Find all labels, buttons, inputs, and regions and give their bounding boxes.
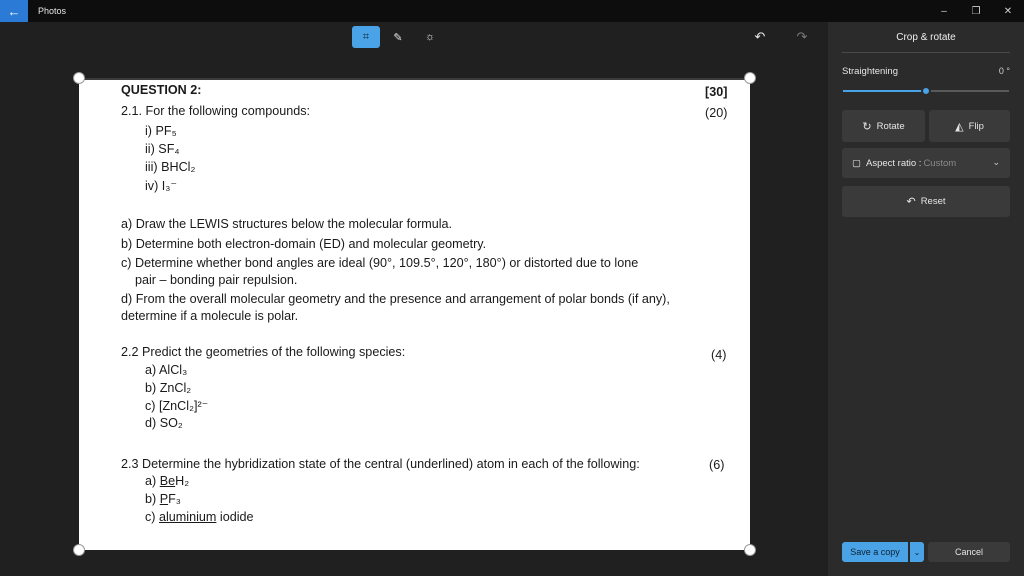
task-item: determine if a molecule is polar. [121, 309, 299, 323]
task-item: a) Draw the LEWIS structures below the molecular formula. [121, 217, 453, 231]
restore-icon: ❐ [971, 5, 981, 17]
save-options-button[interactable] [910, 542, 924, 562]
crop-handle-top-left[interactable] [73, 72, 85, 84]
species-item: c) [ZnCl₂]²⁻ [145, 399, 209, 413]
back-button[interactable] [0, 0, 28, 22]
item-suffix: H₂ [175, 474, 190, 488]
question-2-1-marks: (20) [705, 106, 728, 120]
reset-label: Reset [920, 196, 946, 207]
rotate-button[interactable] [842, 110, 925, 142]
item-suffix: iodide [216, 510, 254, 524]
flip-button[interactable] [929, 110, 1010, 142]
undo-button[interactable] [746, 26, 774, 48]
rotate-label: Rotate [876, 120, 905, 132]
crop-handle-bottom-left[interactable] [73, 544, 85, 556]
item-suffix: F₃ [168, 492, 181, 506]
task-item: c) Determine whether bond angles are ideal (90°, 109.5°, 120°, 180°) or distorted due to lone [121, 256, 639, 270]
question-2-3-marks: (6) [709, 458, 725, 472]
chevron-down-icon: ⌄ [992, 157, 1000, 167]
task-item: b) Determine both electron-domain (ED) and molecular geometry. [121, 237, 487, 251]
question-2-3-title: 2.3 Determine the hybridization state of the central (underlined) atom in each of the following: [121, 457, 640, 471]
question-2-marks: [30] [705, 85, 728, 99]
item-prefix: a) [145, 474, 160, 488]
underlined-atom: aluminium [159, 510, 217, 524]
compound-item: iv) I₃⁻ [145, 179, 178, 193]
back-arrow-icon: ← [7, 3, 21, 19]
task-item: d) From the overall molecular geometry and the presence and arrangement of polar bonds (if any), [121, 292, 670, 306]
crop-handle-bottom-right[interactable] [744, 544, 756, 556]
straightening-label: Straightening [842, 66, 898, 77]
panel-title: Crop & rotate [896, 32, 956, 43]
close-icon: ✕ [1003, 5, 1013, 17]
question-2-1-title: 2.1. For the following compounds: [121, 104, 311, 118]
chevron-down-icon: ⌄ [913, 547, 921, 557]
slider-thumb[interactable] [921, 86, 931, 96]
question-2-2-title: 2.2 Predict the geometries of the following species: [121, 345, 406, 359]
photo-image[interactable] [79, 78, 750, 550]
straightening-slider[interactable] [843, 90, 1009, 92]
flip-icon: ◭ [955, 120, 964, 133]
question-2-title: QUESTION 2: [121, 83, 202, 97]
hybridization-item [145, 474, 189, 488]
minimize-button[interactable] [928, 0, 960, 22]
editor-canvas [0, 22, 828, 576]
minimize-icon: – [941, 5, 947, 17]
hybridization-item [145, 510, 254, 524]
aspect-ratio-value: Custom [923, 157, 957, 169]
document-page [79, 78, 750, 550]
crop-handle-top-right[interactable] [744, 72, 756, 84]
rotate-icon: ↻ [862, 120, 872, 133]
compound-item: i) PF₅ [145, 124, 177, 138]
close-button[interactable] [992, 0, 1024, 22]
item-prefix: c) [145, 510, 159, 524]
item-prefix: b) [145, 492, 160, 506]
species-item: d) SO₂ [145, 416, 183, 430]
crop-icon: ⌗ [362, 30, 370, 43]
compound-item: iii) BHCl₂ [145, 160, 196, 174]
save-copy-button[interactable]: Save a copy [842, 542, 908, 562]
reset-button[interactable] [842, 186, 1010, 217]
crop-tool-button[interactable] [352, 26, 380, 48]
aspect-ratio-label: Aspect ratio : [865, 157, 922, 169]
underlined-atom: Be [159, 474, 176, 488]
cancel-button[interactable]: Cancel [928, 542, 1010, 562]
redo-icon: ↷ [796, 29, 808, 44]
brightness-icon: ☼ [424, 31, 436, 43]
panel-divider [842, 52, 1010, 53]
adjust-tool-button[interactable] [384, 26, 412, 48]
straightening-value: 0 ° [998, 66, 1010, 76]
title-bar [0, 0, 1024, 22]
adjust-icon: ✎ [393, 31, 403, 44]
compound-item: ii) SF₄ [145, 142, 180, 156]
undo-icon: ↶ [754, 29, 766, 44]
aspect-ratio-icon: ▢ [852, 157, 861, 169]
species-item: b) ZnCl₂ [145, 381, 192, 395]
filter-tool-button[interactable] [416, 26, 444, 48]
species-item: a) AlCl₃ [145, 363, 188, 377]
flip-label: Flip [968, 120, 984, 132]
task-item: pair – bonding pair repulsion. [135, 273, 298, 287]
slider-fill [843, 90, 926, 92]
maximize-button[interactable] [960, 0, 992, 22]
reset-icon: ↶ [906, 196, 916, 208]
crop-rotate-panel [828, 22, 1024, 576]
underlined-atom: P [159, 492, 169, 506]
redo-button[interactable] [788, 26, 816, 48]
window-controls [928, 0, 1024, 22]
aspect-ratio-dropdown[interactable] [842, 148, 1010, 178]
app-title: Photos [38, 6, 67, 16]
hybridization-item [145, 492, 181, 506]
edit-toolbar [352, 26, 444, 48]
question-2-2-marks: (4) [711, 348, 727, 362]
